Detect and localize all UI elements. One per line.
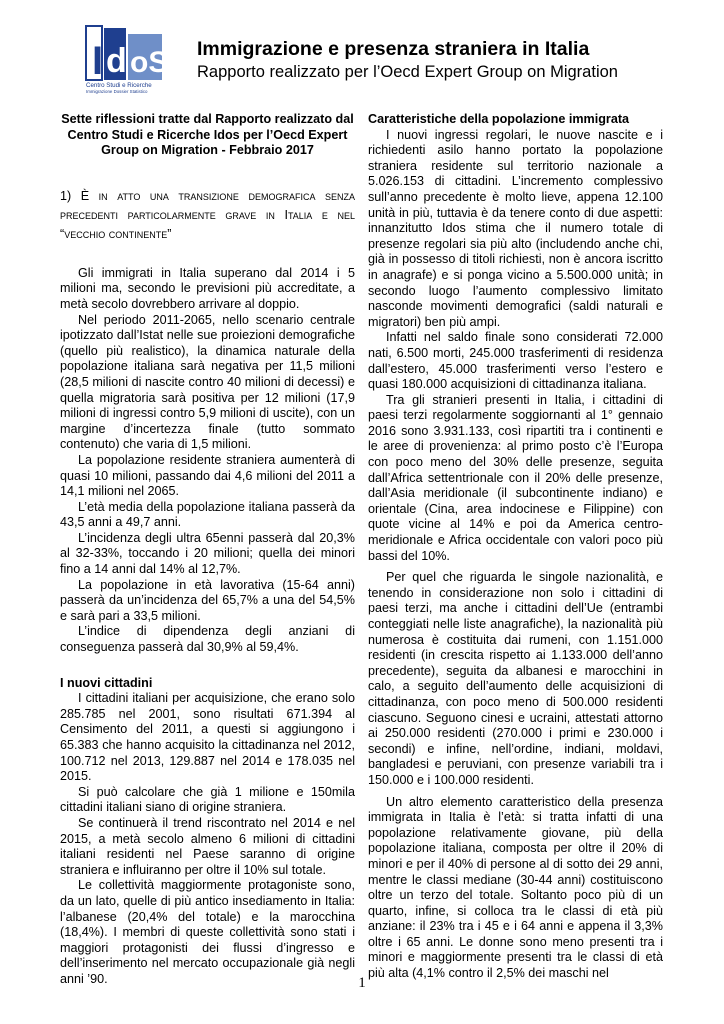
svg-text:d: d: [106, 42, 127, 80]
left-column: [60, 112, 355, 988]
paragraph: Le collettività maggiormente protagoniste sono, da un lato, quelle di più antico insediamento in Italia: l’albanese (20,4% del totale) e la marocchina (18,4%). I membri di queste collettività sono stati i maggiori protagonisti dei flussi d’ingresso e dell’inserimento nel mercato occupazionale già negli anni ’90.: [60, 878, 355, 986]
paragraph: Un altro elemento caratteristico della presenza immigrata in Italia è l’età: si tratta infatti di una popolazione relativamente giovane, più della popolazione italiana, composta per oltre il 20% di minori e per il 40% di persone al di sotto dei 29 anni, mentre le classi mediane (30-44 anni) costituiscono oltre un terzo del totale. Soltanto poco più di un quarto, infine, si colloca tra le classi di età più anziane: il 23% tra i 45 e i 64 anni e appena il 3,3% oltre i 65 anni. Le donne sono meno presenti tra i minori e maggiormente presenti tra le classi di età più alta (4,1% contro il 2,5% dei maschi nel: [368, 794, 663, 981]
paragraph: La popolazione residente straniera aumenterà di quasi 10 milioni, passando dai 4,6 milioni del 2011 a 14,1 milioni nel 2065.: [60, 452, 355, 499]
paragraph: Gli immigrati in Italia superano dal 2014 i 5 milioni ma, secondo le previsioni più accreditate, a metà secolo dovrebbero arrivare al doppio.: [60, 265, 355, 311]
intro-heading: Sette riflessioni tratte dal Rapporto realizzato dal Centro Studi e Ricerche Idos per l’Oecd Expert Group on Migration - Febbraio 2017: [61, 112, 354, 158]
paragraph: L’età media della popolazione italiana passerà da 43,5 anni a 49,7 anni.: [60, 499, 355, 530]
right-column: [368, 112, 663, 982]
paragraph: Se continuerà il trend riscontrato nel 2014 e nel 2015, a metà secolo almeno 6 milioni di cittadini italiani residenti nel Paese saranno di origine straniera e influiranno per oltre il 10% sul totale.: [60, 815, 355, 877]
paragraph: Infatti nel saldo finale sono considerati 72.000 nati, 6.500 morti, 245.000 trasferimenti di residenza dall’estero, 45.000 trasferimenti verso l’estero e quasi 180.000 acquisizioni di cittadinanza italiana.: [368, 330, 663, 392]
paragraph: Si può calcolare che già 1 milione e 150mila cittadini italiani siano di origine straniera.: [60, 784, 355, 815]
page-number: 1: [358, 975, 366, 991]
svg-text:oS: oS: [130, 46, 166, 79]
idos-logo-graphic: [84, 24, 166, 94]
paragraph: I nuovi ingressi regolari, le nuove nascite e i richiedenti asilo hanno portato la popolazione straniera residente sul territorio nazionale a 5.026.153 di cittadini. L’incremento complessivo sull’anno precedente è molto lieve, appena 12.100 unità in più, tuttavia è da tenere conto di due aspetti: innanzitutto Idos stima che il numero totale di presenze regolari sia più alto (includendo anche chi, già in possesso di titoli richiesti, non è ancora iscritto in anagrafe) e si ponga vicino a 5.500.000 unità; in secondo luogo l’aumento complessivo limitato nasconde movimenti demografici (saldi naturali e migratori) ben più ampi.: [368, 127, 663, 329]
document-subtitle: Rapporto realizzato per l’Oecd Expert Group on Migration: [197, 63, 618, 81]
paragraph: L’incidenza degli ultra 65enni passerà dal 20,3% al 32-33%, toccando i 20 milioni; quella dei minori fino a 14 anni dal 14% al 12,7%.: [60, 530, 355, 577]
logo-caption-1: Centro Studi e Ricerche: [86, 82, 152, 89]
svg-text:I: I: [92, 39, 104, 83]
section-heading-caratteristiche: Caratteristiche della popolazione immigrata: [368, 112, 630, 126]
paragraph: Tra gli stranieri presenti in Italia, i cittadini di paesi terzi regolarmente soggiornanti al 1° gennaio 2016 sono 3.931.133, così ripartiti tra i continenti e le aree di provenienza: al primo posto c’è l’Europa con poco meno del 30% delle presenze, seguita dall’Africa settentrionale con il 20% delle presenze, dall’Asia meridionale (il subcontinente indiano) e orientale (Cina, area indocinese e Filippine) con quote vicine al 14% e poi da America centro-meridionale e Africa occidentale con valori poco più bassi del 10%.: [368, 392, 663, 563]
logo-caption-2: Immigrazione Dossier Statistico: [86, 89, 148, 94]
paragraph: Nel periodo 2011-2065, nello scenario centrale ipotizzato dall’Istat nelle sue proiezioni demografiche (quello più realistico), la dinamica naturale della popolazione italiana sarà negativa per 11,5 milioni (28,5 milioni di nascite contro 40 milioni di decessi) e quella migratoria sarà positiva per 12 milioni (17,9 milioni di ingressi contro 5,9 milioni di uscite), con un margine d’incertezza finale (tutto sommato contenuto) che varia di 1,5 milioni.: [60, 312, 355, 452]
paragraph: L’indice di dipendenza degli anziani di conseguenza passerà dal 30,9% al 59,4%.: [60, 624, 355, 655]
paragraph: Per quel che riguarda le singole nazionalità, e tenendo in considerazione non solo i cittadini di paesi terzi, ma anche i cittadini dell’Ue (entrambi conteggiati nelle liste anagrafiche), la nazionalità più numerosa è costituita dai rumeni, con 1.151.000 residenti (in crescita rispetto ai 1.133.000 dell’anno precedente), seguita da albanesi e marocchini in calo, a seguito dell’aumento delle acquisizioni di cittadinanza, con poco meno di 500.000 residenti ciascuno. Seguono cinesi e ucraini, attestati attorno ai 250.000 residenti (270.000 i primi e 230.000 i secondi) e infine, nell’ordine, indiani, moldavi, bangladesi e peruviani, con presenze variabili tra i 150.000 e i 100.000 residenti.: [368, 570, 663, 787]
idos-logo: [84, 24, 166, 94]
section-1-heading: 1) È in atto una transizione demografica senza precedenti particolarmente grave in Italia e nel “vecchio continente”: [60, 188, 355, 241]
paragraph: I cittadini italiani per acquisizione, che erano solo 285.785 nel 2001, sono risultati 671.394 al Censimento del 2011, a questi si aggiungono i 65.383 che hanno acquisito la cittadinanza nel 2012, 100.712 nel 2013, 129.887 nel 2014 e 178.035 nel 2015.: [60, 691, 355, 784]
paragraph: La popolazione in età lavorativa (15-64 anni) passerà da un’incidenza del 65,7% a una del 54,5% e sarà pari a 33,5 milioni.: [60, 577, 355, 623]
document-title: Immigrazione e presenza straniera in Italia: [197, 38, 590, 60]
section-heading-nuovi-cittadini: I nuovi cittadini: [60, 675, 153, 690]
